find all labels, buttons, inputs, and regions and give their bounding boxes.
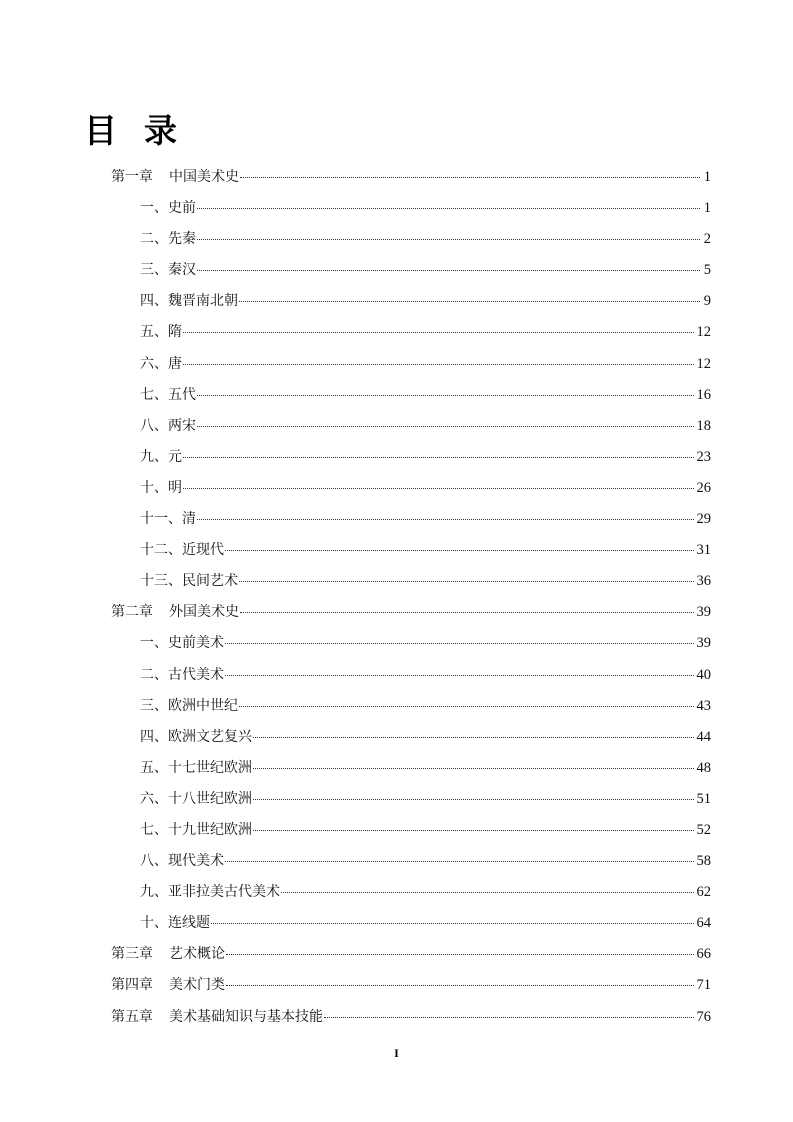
toc-dot-leader [226, 954, 694, 955]
toc-title-char-2: 录 [144, 111, 204, 150]
toc-dot-leader [226, 985, 694, 986]
toc-entry-number: 二、 [140, 666, 168, 683]
toc-entry-number: 五、 [140, 324, 168, 341]
toc-chapter-entry[interactable] [111, 943, 711, 974]
toc-dot-leader [239, 581, 694, 582]
toc-entry-label: 外国美术史 [169, 604, 239, 621]
toc-entry-label: 中国美术史 [169, 169, 239, 185]
toc-entry-label: 连线题 [168, 915, 210, 932]
toc-section-entry[interactable] [111, 353, 711, 384]
toc-dot-leader [253, 737, 694, 738]
toc-entry-label: 美术门类 [169, 977, 225, 994]
toc-section-entry[interactable] [111, 197, 711, 228]
toc-entry-page-number: 51 [696, 790, 711, 807]
toc-entry-label: 民间艺术 [182, 573, 238, 590]
toc-section-entry[interactable] [111, 881, 711, 912]
toc-entry-label: 史前美术 [168, 635, 224, 652]
toc-entry-label: 魏晋南北朝 [168, 293, 238, 310]
toc-entry-page-number: 39 [696, 635, 711, 652]
toc-entry-page-number: 71 [696, 977, 711, 994]
toc-entry-number: 一、 [140, 200, 168, 217]
toc-entry-number: 十三、 [140, 573, 182, 590]
toc-dot-leader [183, 364, 694, 365]
toc-entry-page-number: 29 [696, 511, 711, 528]
toc-entry-label: 史前 [168, 200, 196, 217]
toc-entry-number: 五、 [140, 759, 168, 776]
toc-title-char-1: 目 [84, 111, 144, 150]
toc-entry-page-number: 5 [703, 262, 711, 279]
toc-section-entry[interactable] [111, 757, 711, 788]
toc-dot-leader [240, 177, 700, 178]
toc-dot-leader [225, 643, 694, 644]
toc-entry-number: 第四章 [111, 977, 153, 994]
toc-entry-page-number: 58 [696, 853, 711, 870]
toc-dot-leader [197, 519, 694, 520]
toc-dot-leader [253, 768, 694, 769]
toc-chapter-entry[interactable] [111, 974, 711, 1005]
toc-entry-page-number: 2 [703, 231, 711, 248]
toc-entry-number: 第一章 [111, 169, 153, 185]
page-footer-number: I [394, 1046, 399, 1060]
toc-entry-number: 八、 [140, 853, 168, 870]
toc-entry-page-number: 26 [696, 479, 711, 496]
toc-dot-leader [197, 395, 694, 396]
toc-entry-number: 第五章 [111, 1008, 153, 1025]
toc-entry-number: 八、 [140, 417, 168, 434]
toc-entry-number: 六、 [140, 790, 168, 807]
toc-entry-number: 第二章 [111, 604, 153, 621]
toc-section-entry[interactable] [111, 321, 711, 352]
toc-dot-leader [240, 612, 694, 613]
toc-entry-number: 第三章 [111, 946, 153, 963]
toc-section-entry[interactable] [111, 477, 711, 508]
toc-entry-page-number: 66 [696, 946, 711, 963]
toc-section-entry[interactable] [111, 912, 711, 943]
toc-entry-page-number: 1 [703, 200, 711, 217]
toc-entry-label: 十八世纪欧洲 [168, 790, 252, 807]
toc-entry-page-number: 18 [696, 417, 711, 434]
toc-entry-label: 欧洲文艺复兴 [168, 728, 252, 745]
toc-entry-page-number: 36 [696, 573, 711, 590]
toc-entry-page-number: 39 [696, 604, 711, 621]
toc-chapter-entry[interactable] [111, 166, 711, 197]
toc-section-entry[interactable] [111, 850, 711, 881]
toc-entry-page-number: 12 [696, 355, 711, 372]
toc-section-entry[interactable] [111, 632, 711, 663]
toc-section-entry[interactable] [111, 259, 711, 290]
toc-entry-label: 十七世纪欧洲 [168, 759, 252, 776]
toc-entry-page-number: 48 [696, 759, 711, 776]
toc-entry-page-number: 62 [696, 884, 711, 901]
toc-entry-label: 艺术概论 [169, 946, 225, 963]
toc-entry-page-number: 12 [696, 324, 711, 341]
toc-section-entry[interactable] [111, 228, 711, 259]
toc-entry-label: 清 [182, 511, 196, 528]
toc-entry-label: 近现代 [182, 542, 224, 559]
toc-section-entry[interactable] [111, 446, 711, 477]
toc-entry-number: 三、 [140, 262, 168, 279]
toc-entry-number: 十二、 [140, 542, 182, 559]
toc-entry-label: 秦汉 [168, 262, 196, 279]
toc-entry-label: 先秦 [168, 231, 196, 248]
toc-list [111, 166, 711, 1037]
toc-dot-leader [281, 892, 694, 893]
toc-entry-label: 十九世纪欧洲 [168, 821, 252, 838]
toc-dot-leader [183, 332, 694, 333]
toc-entry-page-number: 52 [696, 821, 711, 838]
toc-dot-leader [197, 208, 700, 209]
toc-section-entry[interactable] [111, 819, 711, 850]
toc-entry-label: 美术基础知识与基本技能 [169, 1008, 323, 1025]
toc-entry-number: 六、 [140, 355, 168, 372]
toc-section-entry[interactable] [111, 726, 711, 757]
toc-entry-label: 元 [168, 448, 182, 465]
toc-dot-leader [183, 457, 694, 458]
toc-entry-number: 七、 [140, 386, 168, 403]
toc-dot-leader [183, 488, 694, 489]
toc-entry-number: 十、 [140, 915, 168, 932]
toc-entry-label: 两宋 [168, 417, 196, 434]
toc-entry-label: 欧洲中世纪 [168, 697, 238, 714]
toc-entry-page-number: 44 [696, 728, 711, 745]
toc-entry-page-number: 23 [696, 448, 711, 465]
toc-dot-leader [211, 923, 694, 924]
toc-dot-leader [239, 301, 700, 302]
toc-entry-number: 四、 [140, 728, 168, 745]
toc-chapter-entry[interactable] [111, 1006, 711, 1037]
toc-entry-number: 九、 [140, 884, 168, 901]
toc-entry-label: 现代美术 [168, 853, 224, 870]
toc-dot-leader [225, 550, 694, 551]
toc-dot-leader [225, 861, 694, 862]
toc-entry-label: 古代美术 [168, 666, 224, 683]
toc-entry-label: 明 [168, 479, 182, 496]
toc-entry-page-number: 9 [703, 293, 711, 310]
toc-dot-leader [253, 830, 694, 831]
toc-section-entry[interactable] [111, 508, 711, 539]
toc-entry-number: 三、 [140, 697, 168, 714]
toc-entry-page-number: 1 [703, 169, 711, 185]
toc-dot-leader [225, 675, 694, 676]
toc-section-entry[interactable] [111, 384, 711, 415]
toc-dot-leader [197, 239, 700, 240]
toc-title [84, 109, 204, 153]
toc-dot-leader [197, 426, 694, 427]
toc-entry-page-number: 64 [696, 915, 711, 932]
toc-entry-number: 四、 [140, 293, 168, 310]
toc-entry-number: 十、 [140, 479, 168, 496]
toc-section-entry[interactable] [111, 788, 711, 819]
toc-entry-page-number: 76 [696, 1008, 711, 1025]
toc-entry-number: 十一、 [140, 511, 182, 528]
toc-dot-leader [197, 270, 700, 271]
toc-section-entry[interactable] [111, 539, 711, 570]
toc-section-entry[interactable] [111, 664, 711, 695]
toc-section-entry[interactable] [111, 570, 711, 601]
toc-entry-label: 唐 [168, 355, 182, 372]
toc-entry-number: 九、 [140, 448, 168, 465]
toc-dot-leader [239, 706, 694, 707]
toc-chapter-entry[interactable] [111, 601, 711, 632]
toc-entry-page-number: 16 [696, 386, 711, 403]
toc-section-entry[interactable] [111, 415, 711, 446]
toc-entry-number: 七、 [140, 821, 168, 838]
toc-entry-number: 二、 [140, 231, 168, 248]
toc-dot-leader [324, 1017, 694, 1018]
toc-entry-label: 亚非拉美古代美术 [168, 884, 280, 901]
toc-entry-label: 五代 [168, 386, 196, 403]
toc-entry-number: 一、 [140, 635, 168, 652]
toc-entry-page-number: 43 [696, 697, 711, 714]
toc-entry-label: 隋 [168, 324, 182, 341]
toc-dot-leader [253, 799, 694, 800]
toc-section-entry[interactable] [111, 290, 711, 321]
toc-entry-page-number: 40 [696, 666, 711, 683]
toc-section-entry[interactable] [111, 695, 711, 726]
toc-entry-page-number: 31 [696, 542, 711, 559]
